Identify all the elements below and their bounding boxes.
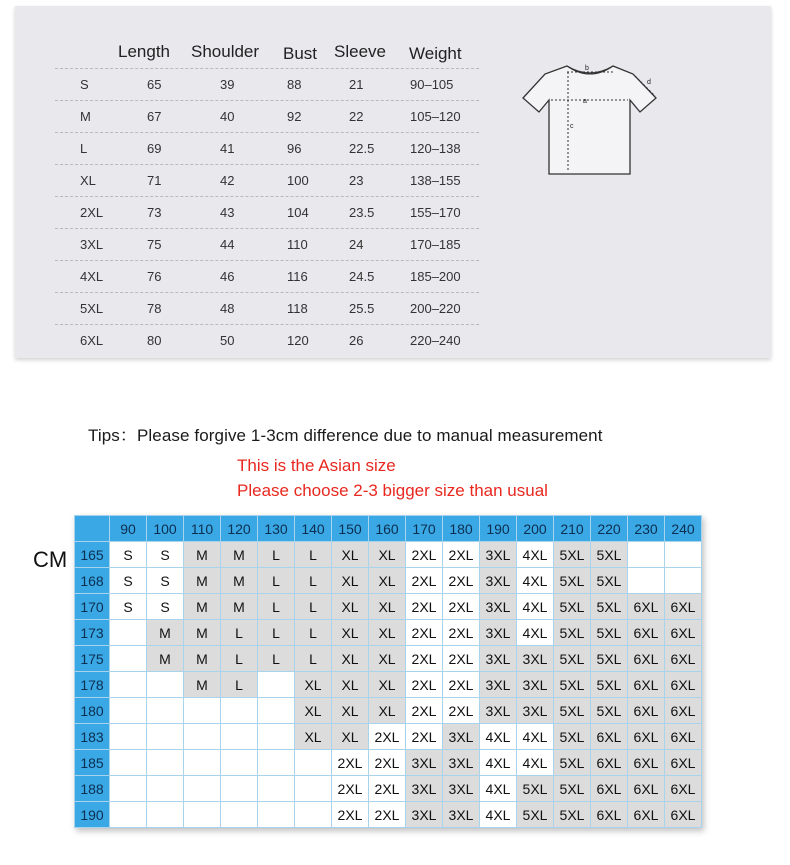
size-cell: 6XL bbox=[665, 620, 702, 646]
size-cell bbox=[184, 724, 221, 750]
size-cell: 5XL bbox=[591, 620, 628, 646]
size-cell: L bbox=[258, 594, 295, 620]
size-cell: 3XL bbox=[517, 672, 554, 698]
weight-header: 130 bbox=[258, 516, 295, 542]
size-cell: XL bbox=[332, 568, 369, 594]
size-cell: XL bbox=[369, 542, 406, 568]
weight-header: 210 bbox=[554, 516, 591, 542]
size-cell-length: 69 bbox=[147, 141, 162, 156]
size-cell: L bbox=[258, 542, 295, 568]
size-cell: 3XL bbox=[406, 776, 443, 802]
bigger-size-line: Please choose 2-3 bigger size than usual bbox=[237, 481, 548, 500]
size-cell: 5XL bbox=[517, 776, 554, 802]
size-cell: 5XL bbox=[554, 750, 591, 776]
size-cell: 5XL bbox=[591, 542, 628, 568]
size-cell-size: 4XL bbox=[80, 269, 104, 284]
size-cell: 3XL bbox=[406, 750, 443, 776]
size-cell: L bbox=[295, 594, 332, 620]
size-cell-length: 80 bbox=[147, 333, 162, 348]
size-cell bbox=[184, 776, 221, 802]
size-cell: M bbox=[221, 568, 258, 594]
height-header: 178 bbox=[75, 672, 110, 698]
header-sleeve: Sleeve bbox=[334, 42, 386, 61]
size-cell: XL bbox=[369, 620, 406, 646]
size-cell: 5XL bbox=[554, 672, 591, 698]
size-cell: M bbox=[147, 646, 184, 672]
size-cell: S bbox=[110, 594, 147, 620]
weight-header: 90 bbox=[110, 516, 147, 542]
size-cell-bust: 100 bbox=[287, 173, 309, 188]
label-c: c bbox=[570, 123, 574, 130]
height-header: 165 bbox=[75, 542, 110, 568]
size-cell-bust: 116 bbox=[287, 269, 308, 284]
grid-row bbox=[75, 568, 702, 594]
size-cell: M bbox=[184, 672, 221, 698]
size-cell: 4XL bbox=[517, 542, 554, 568]
size-cell: 2XL bbox=[406, 594, 443, 620]
size-row bbox=[55, 68, 479, 101]
size-cell: L bbox=[295, 542, 332, 568]
size-cell bbox=[258, 750, 295, 776]
weight-header: 100 bbox=[147, 516, 184, 542]
tips-text: Tips：Please forgive 1-3cm difference due to manual measurement bbox=[88, 426, 603, 445]
size-cell: 4XL bbox=[480, 776, 517, 802]
size-cell: 2XL bbox=[443, 646, 480, 672]
size-cell: 2XL bbox=[406, 672, 443, 698]
size-cell: 6XL bbox=[665, 750, 702, 776]
size-cell: 2XL bbox=[332, 802, 369, 828]
height-header: 173 bbox=[75, 620, 110, 646]
size-cell bbox=[147, 698, 184, 724]
size-cell: S bbox=[147, 542, 184, 568]
size-cell bbox=[258, 776, 295, 802]
size-cell-shoulder: 43 bbox=[220, 205, 235, 220]
size-cell: 2XL bbox=[369, 776, 406, 802]
weight-header: 160 bbox=[369, 516, 406, 542]
size-cell-weight: 138–155 bbox=[410, 173, 461, 188]
size-cell-weight: 155–170 bbox=[410, 205, 461, 220]
size-cell: 5XL bbox=[591, 568, 628, 594]
size-cell bbox=[110, 802, 147, 828]
size-cell bbox=[295, 750, 332, 776]
size-cell-size: 3XL bbox=[80, 237, 104, 252]
size-cell: 5XL bbox=[554, 802, 591, 828]
size-cell-length: 78 bbox=[147, 301, 162, 316]
grid-row bbox=[75, 750, 702, 776]
size-cell: M bbox=[184, 542, 221, 568]
weight-header: 140 bbox=[295, 516, 332, 542]
size-cell: XL bbox=[332, 672, 369, 698]
size-cell: 3XL bbox=[443, 750, 480, 776]
size-cell: 5XL bbox=[554, 620, 591, 646]
size-cell: 5XL bbox=[554, 594, 591, 620]
size-cell: 6XL bbox=[591, 750, 628, 776]
height-header: 185 bbox=[75, 750, 110, 776]
size-cell: 5XL bbox=[554, 542, 591, 568]
grid-row bbox=[75, 620, 702, 646]
size-cell-weight: 170–185 bbox=[410, 237, 461, 252]
size-cell-bust: 104 bbox=[287, 205, 309, 220]
size-cell: 4XL bbox=[517, 594, 554, 620]
size-measurement-panel bbox=[15, 6, 771, 358]
size-cell bbox=[110, 672, 147, 698]
size-cell bbox=[147, 750, 184, 776]
size-cell: L bbox=[295, 568, 332, 594]
size-cell-bust: 92 bbox=[287, 109, 302, 124]
size-cell: 3XL bbox=[480, 672, 517, 698]
size-cell: 2XL bbox=[443, 698, 480, 724]
size-cell: S bbox=[110, 542, 147, 568]
weight-header: 170 bbox=[406, 516, 443, 542]
grid-corner bbox=[75, 516, 110, 542]
grid-row bbox=[75, 542, 702, 568]
size-cell: 5XL bbox=[554, 776, 591, 802]
size-cell: 5XL bbox=[591, 594, 628, 620]
size-cell bbox=[184, 698, 221, 724]
size-cell: 4XL bbox=[517, 724, 554, 750]
size-row bbox=[55, 100, 479, 133]
size-row bbox=[55, 260, 479, 293]
size-cell bbox=[147, 776, 184, 802]
size-row bbox=[55, 292, 479, 325]
size-cell bbox=[110, 724, 147, 750]
size-cell bbox=[147, 724, 184, 750]
size-cell: 2XL bbox=[443, 672, 480, 698]
size-cell bbox=[184, 802, 221, 828]
size-cell-sleeve: 26 bbox=[349, 333, 364, 348]
size-cell: L bbox=[221, 646, 258, 672]
size-cell-size: M bbox=[80, 109, 91, 124]
size-cell-bust: 96 bbox=[287, 141, 302, 156]
size-cell: XL bbox=[332, 542, 369, 568]
header-bust: Bust bbox=[283, 44, 318, 63]
size-cell-length: 71 bbox=[147, 173, 162, 188]
size-cell: XL bbox=[332, 620, 369, 646]
height-header: 180 bbox=[75, 698, 110, 724]
size-cell bbox=[147, 672, 184, 698]
size-cell: 2XL bbox=[406, 698, 443, 724]
size-cell: 3XL bbox=[406, 802, 443, 828]
size-cell: XL bbox=[369, 568, 406, 594]
size-cell: 6XL bbox=[628, 698, 665, 724]
size-cell bbox=[295, 802, 332, 828]
size-cell: 6XL bbox=[591, 802, 628, 828]
weight-header: 230 bbox=[628, 516, 665, 542]
height-header: 170 bbox=[75, 594, 110, 620]
size-cell: 2XL bbox=[406, 646, 443, 672]
size-cell: 3XL bbox=[480, 594, 517, 620]
size-cell: XL bbox=[369, 646, 406, 672]
size-cell-sleeve: 22.5 bbox=[349, 141, 375, 156]
size-cell bbox=[221, 750, 258, 776]
height-header: 183 bbox=[75, 724, 110, 750]
size-cell: 5XL bbox=[517, 802, 554, 828]
size-cell-size: 5XL bbox=[80, 301, 104, 316]
weight-header: 150 bbox=[332, 516, 369, 542]
size-cell-shoulder: 48 bbox=[220, 301, 235, 316]
size-cell-size: XL bbox=[80, 173, 96, 188]
grid-row bbox=[75, 672, 702, 698]
size-cell: 5XL bbox=[591, 672, 628, 698]
size-cell bbox=[110, 698, 147, 724]
size-cell: 2XL bbox=[443, 594, 480, 620]
weight-header: 240 bbox=[665, 516, 702, 542]
size-cell: XL bbox=[369, 594, 406, 620]
size-cell-size: 6XL bbox=[80, 333, 104, 348]
size-cell: 3XL bbox=[443, 802, 480, 828]
height-header: 190 bbox=[75, 802, 110, 828]
size-cell-weight: 220–240 bbox=[410, 333, 461, 348]
size-cell-sleeve: 22 bbox=[349, 109, 364, 124]
size-cell-sleeve: 24.5 bbox=[349, 269, 375, 284]
size-cell: 4XL bbox=[517, 568, 554, 594]
grid-row bbox=[75, 776, 702, 802]
size-cell: M bbox=[221, 542, 258, 568]
size-cell: 3XL bbox=[443, 724, 480, 750]
size-cell: 6XL bbox=[628, 646, 665, 672]
size-cell: 6XL bbox=[591, 724, 628, 750]
size-cell: 2XL bbox=[332, 776, 369, 802]
size-cell-sleeve: 23 bbox=[349, 173, 364, 188]
size-cell: XL bbox=[295, 698, 332, 724]
height-weight-size-grid bbox=[74, 515, 702, 828]
size-cell: S bbox=[110, 568, 147, 594]
size-cell-length: 73 bbox=[147, 205, 162, 220]
size-row bbox=[55, 228, 479, 261]
height-header: 188 bbox=[75, 776, 110, 802]
size-cell: M bbox=[184, 594, 221, 620]
size-cell-sleeve: 24 bbox=[349, 237, 364, 252]
size-cell-bust: 118 bbox=[287, 301, 308, 316]
weight-header: 190 bbox=[480, 516, 517, 542]
size-cell-weight: 200–220 bbox=[410, 301, 461, 316]
size-cell-size: 2XL bbox=[80, 205, 104, 220]
size-cell bbox=[258, 672, 295, 698]
grid-row bbox=[75, 594, 702, 620]
weight-header: 180 bbox=[443, 516, 480, 542]
size-cell: 2XL bbox=[369, 724, 406, 750]
header-shoulder: Shoulder bbox=[191, 42, 260, 61]
size-cell: XL bbox=[369, 698, 406, 724]
size-cell-shoulder: 46 bbox=[220, 269, 235, 284]
size-cell bbox=[258, 698, 295, 724]
size-cell-bust: 110 bbox=[287, 237, 308, 252]
size-cell: L bbox=[221, 672, 258, 698]
size-cell: 2XL bbox=[406, 620, 443, 646]
size-cell-length: 65 bbox=[147, 77, 162, 92]
size-cell bbox=[665, 542, 702, 568]
size-cell: M bbox=[184, 568, 221, 594]
size-cell: S bbox=[147, 594, 184, 620]
size-cell bbox=[110, 646, 147, 672]
size-cell bbox=[628, 568, 665, 594]
size-cell: L bbox=[258, 646, 295, 672]
size-cell: XL bbox=[332, 594, 369, 620]
label-b: b bbox=[585, 65, 589, 72]
size-cell-sleeve: 21 bbox=[349, 77, 364, 92]
size-cell: 2XL bbox=[406, 568, 443, 594]
tshirt-outline bbox=[523, 66, 656, 174]
size-row bbox=[55, 132, 479, 165]
size-cell-bust: 88 bbox=[287, 77, 302, 92]
size-cell: 3XL bbox=[480, 620, 517, 646]
size-cell-weight: 120–138 bbox=[410, 141, 461, 156]
size-cell-shoulder: 41 bbox=[220, 141, 235, 156]
size-cell: 3XL bbox=[480, 542, 517, 568]
size-cell: 5XL bbox=[554, 698, 591, 724]
size-cell: 3XL bbox=[443, 776, 480, 802]
size-cell bbox=[110, 750, 147, 776]
size-cell bbox=[628, 542, 665, 568]
size-cell-weight: 185–200 bbox=[410, 269, 461, 284]
size-cell: 4XL bbox=[480, 750, 517, 776]
size-cell: M bbox=[221, 594, 258, 620]
size-cell: 5XL bbox=[554, 646, 591, 672]
size-cell: 6XL bbox=[628, 620, 665, 646]
size-cell: 2XL bbox=[443, 568, 480, 594]
size-cell: 4XL bbox=[480, 802, 517, 828]
tshirt-diagram bbox=[515, 56, 665, 186]
size-cell: L bbox=[295, 646, 332, 672]
size-cell: L bbox=[258, 568, 295, 594]
size-cell bbox=[221, 698, 258, 724]
weight-header: 200 bbox=[517, 516, 554, 542]
size-row bbox=[55, 164, 479, 197]
size-cell-shoulder: 44 bbox=[220, 237, 235, 252]
grid-row bbox=[75, 698, 702, 724]
size-cell-length: 75 bbox=[147, 237, 162, 252]
size-cell: 6XL bbox=[591, 776, 628, 802]
label-a: a bbox=[583, 98, 587, 105]
size-cell: 6XL bbox=[628, 750, 665, 776]
size-cell: XL bbox=[332, 698, 369, 724]
size-cell: 6XL bbox=[665, 802, 702, 828]
size-cell bbox=[258, 724, 295, 750]
size-cell: 5XL bbox=[554, 724, 591, 750]
asian-size-notice bbox=[237, 453, 548, 503]
size-cell: 4XL bbox=[517, 750, 554, 776]
size-cell: 6XL bbox=[665, 646, 702, 672]
size-cell: L bbox=[221, 620, 258, 646]
size-cell: 6XL bbox=[665, 776, 702, 802]
size-cell: L bbox=[258, 620, 295, 646]
size-cell-sleeve: 23.5 bbox=[349, 205, 375, 220]
size-cell bbox=[221, 776, 258, 802]
size-cell bbox=[147, 802, 184, 828]
size-cell: 5XL bbox=[591, 698, 628, 724]
size-cell-shoulder: 40 bbox=[220, 109, 235, 124]
height-header: 168 bbox=[75, 568, 110, 594]
size-cell: M bbox=[184, 620, 221, 646]
size-row bbox=[55, 196, 479, 229]
size-cell: XL bbox=[295, 724, 332, 750]
size-cell: 3XL bbox=[517, 646, 554, 672]
grid-row bbox=[75, 646, 702, 672]
size-cell: 2XL bbox=[443, 620, 480, 646]
size-cell: 2XL bbox=[406, 542, 443, 568]
size-cell: 2XL bbox=[443, 542, 480, 568]
size-cell bbox=[295, 776, 332, 802]
size-cell-bust: 120 bbox=[287, 333, 309, 348]
size-cell: M bbox=[147, 620, 184, 646]
size-cell: 6XL bbox=[628, 594, 665, 620]
size-cell: 3XL bbox=[517, 698, 554, 724]
size-cell-weight: 105–120 bbox=[410, 109, 461, 124]
grid-row bbox=[75, 724, 702, 750]
size-cell: 6XL bbox=[628, 776, 665, 802]
size-cell: XL bbox=[332, 724, 369, 750]
size-cell bbox=[258, 802, 295, 828]
size-cell-shoulder: 42 bbox=[220, 173, 235, 188]
size-cell bbox=[221, 724, 258, 750]
size-cell: 3XL bbox=[480, 698, 517, 724]
label-d: d bbox=[647, 79, 651, 86]
size-cell: XL bbox=[332, 646, 369, 672]
size-cell: 3XL bbox=[480, 568, 517, 594]
size-cell: 6XL bbox=[665, 698, 702, 724]
size-cell: 2XL bbox=[369, 750, 406, 776]
size-cell bbox=[184, 750, 221, 776]
asian-size-line: This is the Asian size bbox=[237, 456, 396, 475]
size-cell: 6XL bbox=[665, 724, 702, 750]
size-cell bbox=[665, 568, 702, 594]
size-cell: XL bbox=[369, 672, 406, 698]
size-cell: 3XL bbox=[480, 646, 517, 672]
size-cell-shoulder: 50 bbox=[220, 333, 235, 348]
size-cell: 5XL bbox=[554, 568, 591, 594]
size-cell-weight: 90–105 bbox=[410, 77, 454, 92]
size-cell: 4XL bbox=[480, 724, 517, 750]
size-cell: L bbox=[295, 620, 332, 646]
size-cell-shoulder: 39 bbox=[220, 77, 235, 92]
size-cell: S bbox=[147, 568, 184, 594]
size-cell-size: L bbox=[80, 141, 88, 156]
weight-header: 220 bbox=[591, 516, 628, 542]
header-length: Length bbox=[118, 42, 170, 61]
size-cell: 4XL bbox=[517, 620, 554, 646]
size-cell-size: S bbox=[80, 77, 89, 92]
grid-row bbox=[75, 802, 702, 828]
header-weight: Weight bbox=[409, 44, 462, 63]
size-cell-sleeve: 25.5 bbox=[349, 301, 375, 316]
size-cell: M bbox=[184, 646, 221, 672]
size-cell: 6XL bbox=[628, 724, 665, 750]
unit-label: CM bbox=[33, 547, 68, 572]
size-cell: 6XL bbox=[665, 672, 702, 698]
size-cell: 2XL bbox=[406, 724, 443, 750]
size-cell: 6XL bbox=[665, 594, 702, 620]
size-cell: 6XL bbox=[628, 672, 665, 698]
size-cell bbox=[110, 620, 147, 646]
size-cell bbox=[221, 802, 258, 828]
size-cell: XL bbox=[295, 672, 332, 698]
height-header: 175 bbox=[75, 646, 110, 672]
weight-header: 120 bbox=[221, 516, 258, 542]
size-row bbox=[55, 324, 479, 357]
size-cell: 2XL bbox=[332, 750, 369, 776]
size-cell: 5XL bbox=[591, 646, 628, 672]
size-cell: 2XL bbox=[369, 802, 406, 828]
size-cell: 6XL bbox=[628, 802, 665, 828]
weight-header: 110 bbox=[184, 516, 221, 542]
size-cell bbox=[110, 776, 147, 802]
size-cell-length: 67 bbox=[147, 109, 162, 124]
size-cell-length: 76 bbox=[147, 269, 162, 284]
